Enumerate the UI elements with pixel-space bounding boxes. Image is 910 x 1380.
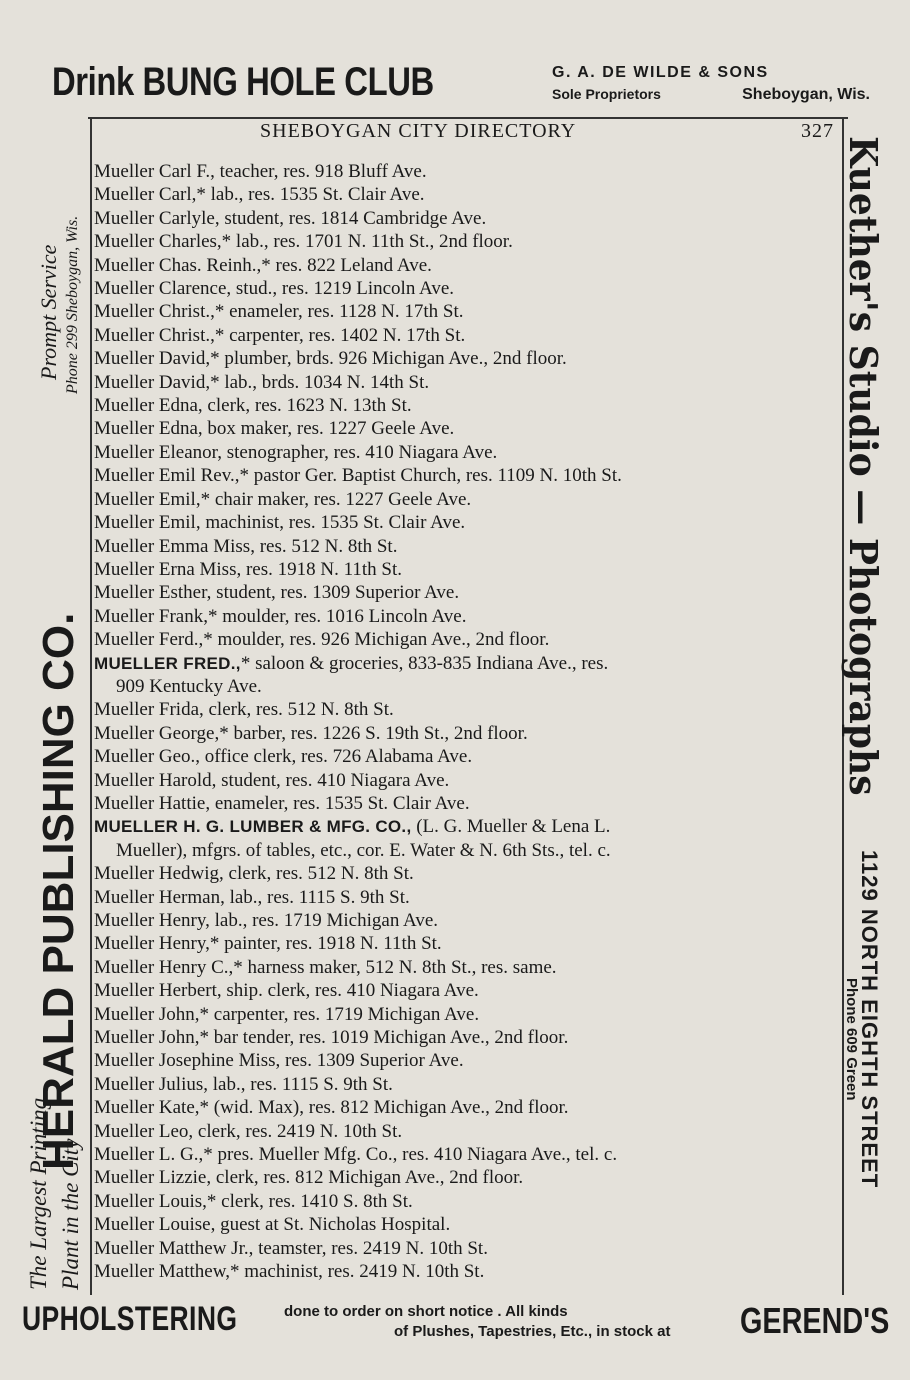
proprietor-sub (552, 86, 870, 102)
directory-entry (94, 886, 840, 909)
entry-text: Mueller Julius, lab., res. 1115 S. 9th St. (94, 1073, 393, 1095)
directory-entry (94, 722, 840, 745)
directory-entry (94, 207, 840, 230)
directory-entry (94, 1213, 840, 1236)
bottom-advertisement (22, 1298, 890, 1350)
entry-text: Mueller John,* carpenter, res. 1719 Michigan Ave. (94, 1003, 480, 1025)
entry-text: Mueller Charles,* lab., res. 1701 N. 11th St., 2nd floor. (94, 231, 513, 253)
proprietor-names: G. A. DE WILDE & SONS (552, 64, 769, 81)
directory-entry (94, 956, 840, 979)
entry-text: Mueller Edna, clerk, res. 1623 N. 13th St. (94, 395, 412, 417)
studio-address: 1129 NORTH EIGHTH STREET (857, 850, 882, 1189)
directory-entry (94, 254, 840, 277)
directory-entry (94, 160, 840, 183)
entry-text: Mueller Hedwig, clerk, res. 512 N. 8th St. (94, 863, 414, 885)
directory-entry (94, 277, 840, 300)
directory-entry (94, 230, 840, 253)
directory-entry (94, 909, 840, 932)
left-advertisement (0, 130, 90, 1300)
sole-proprietors-label: Sole Proprietors (552, 86, 661, 102)
entry-text: Mueller Matthew Jr., teamster, res. 2419 N. 10th St. (94, 1237, 488, 1259)
directory-entry (94, 1096, 840, 1119)
entry-text: * saloon & groceries, 833-835 Indiana Ave., res. (240, 652, 609, 674)
entry-text: Mueller Christ.,* carpenter, res. 1402 N. 17th St. (94, 324, 466, 346)
entry-text: Mueller Hattie, enameler, res. 1535 St. Clair Ave. (94, 792, 470, 814)
entry-text: Mueller Eleanor, stenographer, res. 410 Niagara Ave. (94, 441, 498, 463)
directory-entry (94, 1073, 840, 1096)
entry-text: Mueller Frida, clerk, res. 512 N. 8th St. (94, 699, 394, 721)
entry-text: Mueller Matthew,* machinist, res. 2419 N. 10th St. (94, 1261, 485, 1283)
directory-entry (94, 464, 840, 487)
entry-text: Mueller Christ.,* enameler, res. 1128 N. 17th St. (94, 301, 464, 323)
entry-text: Mueller Carl,* lab., res. 1535 St. Clair Ave. (94, 184, 425, 206)
directory-entry (94, 1237, 840, 1260)
publisher-phone: Phone 299 Sheboygan, Wis. (64, 215, 81, 394)
studio-phone: Phone 609 Green (843, 978, 860, 1101)
studio-name: Kuether's Studio — Photographs (841, 136, 886, 796)
directory-entry (94, 745, 840, 768)
entry-text: Mueller Frank,* moulder, res. 1016 Lincoln Ave. (94, 605, 467, 627)
directory-entry (94, 581, 840, 604)
proprietor-block (552, 64, 870, 104)
entry-text: Mueller Edna, box maker, res. 1227 Geele Ave. (94, 418, 455, 440)
upholstering-line-1: done to order on short notice . All kinds (284, 1303, 568, 1320)
directory-entry (94, 792, 840, 815)
directory-entry (94, 628, 840, 651)
directory-entry (94, 652, 840, 699)
frame-top-rule (88, 117, 848, 119)
directory-entry (94, 347, 840, 370)
entry-text: Mueller Louis,* clerk, res. 1410 S. 8th St. (94, 1190, 413, 1212)
entry-text: Mueller Henry, lab., res. 1719 Michigan Ave. (94, 910, 439, 931)
entry-text: Mueller Emma Miss, res. 512 N. 8th St. (94, 535, 398, 557)
directory-entry (94, 441, 840, 464)
upholstering-line-2: of Plushes, Tapestries, Etc., in stock at (394, 1323, 671, 1340)
entry-continuation: 909 Kentucky Ave. (116, 675, 262, 697)
directory-entry (94, 1049, 840, 1072)
entry-text: Mueller Erna Miss, res. 1918 N. 11th St. (94, 558, 403, 580)
entry-text: Mueller Esther, student, res. 1309 Superior Ave. (94, 582, 460, 604)
directory-entry (94, 1026, 840, 1049)
entry-text: Mueller Clarence, stud., res. 1219 Lincoln Ave. (94, 278, 455, 300)
gerends-label: GEREND'S (740, 1300, 890, 1341)
directory-listing (94, 160, 840, 1284)
directory-entry (94, 605, 840, 628)
entry-text: Mueller Chas. Reinh.,* res. 822 Leland Ave. (94, 254, 432, 276)
directory-entry (94, 862, 840, 885)
directory-entry (94, 1003, 840, 1026)
entry-text: Mueller Ferd.,* moulder, res. 926 Michigan Ave., 2nd floor. (94, 629, 550, 651)
entry-text: Mueller Emil,* chair maker, res. 1227 Geele Ave. (94, 488, 472, 510)
directory-entry (94, 324, 840, 347)
directory-entry (94, 394, 840, 417)
entry-business-name: MUELLER H. G. LUMBER & MFG. CO., (94, 817, 412, 837)
upholstering-label: UPHOLSTERING (22, 1300, 238, 1338)
entry-text: Mueller Herbert, ship. clerk, res. 410 Niagara Ave. (94, 980, 479, 1002)
beer-slogan: Drink BUNG HOLE CLUB (52, 60, 434, 104)
directory-entry (94, 371, 840, 394)
directory-entry (94, 1260, 840, 1283)
directory-entry (94, 698, 840, 721)
entry-text: Mueller Emil, machinist, res. 1535 St. Clair Ave. (94, 512, 466, 534)
publisher-tagline-1: The Largest Printing (26, 1097, 51, 1290)
entry-text: Mueller John,* bar tender, res. 1019 Michigan Ave., 2nd floor. (94, 1027, 569, 1049)
proprietor-city: Sheboygan, Wis. (742, 86, 870, 103)
directory-title: SHEBOYGAN CITY DIRECTORY (260, 120, 577, 142)
entry-text: Mueller Carlyle, student, res. 1814 Cambridge Ave. (94, 207, 487, 229)
entry-text: Mueller Emil Rev.,* pastor Ger. Baptist Church, res. 1109 N. 10th St. (94, 465, 622, 487)
entry-text: Mueller Carl F., teacher, res. 918 Bluff Ave. (94, 161, 427, 182)
entry-text: Mueller Louise, guest at St. Nicholas Hospital. (94, 1214, 451, 1236)
entry-text: Mueller Josephine Miss, res. 1309 Superior Ave. (94, 1050, 464, 1072)
prompt-service-text: Prompt Service (36, 244, 61, 380)
publisher-tagline-2: Plant in the City (58, 1138, 83, 1290)
directory-entry (94, 1190, 840, 1213)
directory-entry (94, 300, 840, 323)
entry-text: Mueller George,* barber, res. 1226 S. 19th St., 2nd floor. (94, 722, 528, 744)
directory-entry (94, 932, 840, 955)
right-advertisement (841, 130, 910, 1300)
entry-text: Mueller David,* lab., brds. 1034 N. 14th St. (94, 371, 430, 393)
entry-business-name: MUELLER FRED., (94, 653, 241, 673)
entry-text: Mueller Lizzie, clerk, res. 812 Michigan Ave., 2nd floor. (94, 1167, 524, 1189)
directory-entry (94, 558, 840, 581)
entry-text: Mueller Herman, lab., res. 1115 S. 9th St. (94, 886, 410, 908)
entry-text: Mueller Harold, student, res. 410 Niagara Ave. (94, 769, 450, 791)
directory-entry (94, 417, 840, 440)
entry-text: Mueller Henry,* painter, res. 1918 N. 11th St. (94, 933, 442, 955)
directory-entry (94, 488, 840, 511)
entry-text: Mueller David,* plumber, brds. 926 Michigan Ave., 2nd floor. (94, 348, 567, 370)
entry-text: Mueller Kate,* (wid. Max), res. 812 Michigan Ave., 2nd floor. (94, 1097, 569, 1119)
running-header (92, 120, 834, 146)
top-advertisement (52, 58, 872, 114)
directory-entry (94, 979, 840, 1002)
publisher-name: HERALD PUBLISHING CO. (34, 612, 83, 1170)
directory-entry (94, 511, 840, 534)
directory-entry (94, 1166, 840, 1189)
entry-text: (L. G. Mueller & Lena L. (411, 816, 611, 838)
entry-text: Mueller Henry C.,* harness maker, 512 N. 8th St., res. same. (94, 956, 557, 978)
entry-continuation: Mueller), mfgrs. of tables, etc., cor. E. Water & N. 6th Sts., tel. c. (116, 839, 611, 861)
upholstering-copy (284, 1302, 744, 1342)
directory-entry (94, 535, 840, 558)
entry-text: Mueller L. G.,* pres. Mueller Mfg. Co., res. 410 Niagara Ave., tel. c. (94, 1144, 618, 1166)
directory-entry (94, 1120, 840, 1143)
directory-entry (94, 769, 840, 792)
entry-text: Mueller Geo., office clerk, res. 726 Alabama Ave. (94, 746, 473, 768)
entry-text: Mueller Leo, clerk, res. 2419 N. 10th St. (94, 1120, 403, 1142)
directory-entry (94, 1143, 840, 1166)
directory-entry (94, 815, 840, 862)
directory-entry (94, 183, 840, 206)
page-number: 327 (801, 120, 834, 142)
frame-left-rule (90, 117, 92, 1295)
